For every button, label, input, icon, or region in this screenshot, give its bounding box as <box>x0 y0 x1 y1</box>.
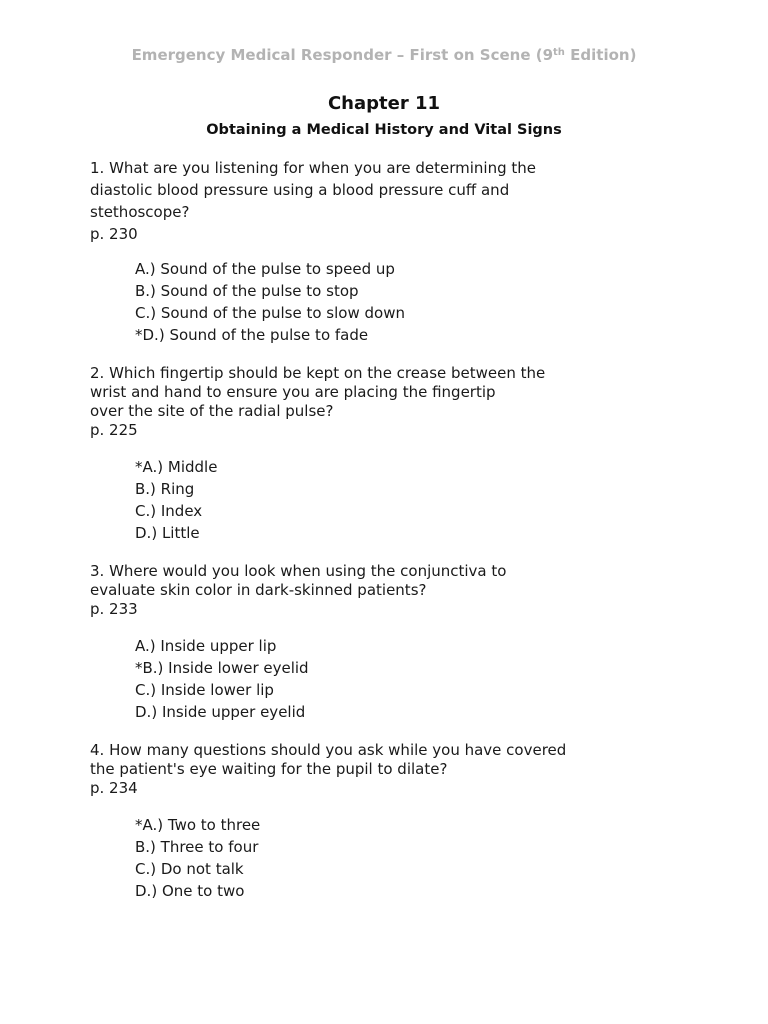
page-reference: p. 225 <box>90 421 138 439</box>
answer-option: A.) Inside upper lip <box>135 637 277 655</box>
question-3 <box>90 562 580 723</box>
answer-option: D.) Inside upper eyelid <box>135 703 306 721</box>
answer-option: B.) Ring <box>135 480 195 498</box>
answer-option-correct: *A.) Middle <box>135 458 218 476</box>
answer-option: A.) Sound of the pulse to speed up <box>135 260 395 278</box>
answer-options <box>135 456 580 544</box>
question-4 <box>90 741 580 902</box>
question-2 <box>90 364 580 544</box>
answer-option-correct: *D.) Sound of the pulse to fade <box>135 326 369 344</box>
answer-options <box>135 814 580 902</box>
chapter-subtitle: Obtaining a Medical History and Vital Signs <box>206 122 562 138</box>
answer-option-correct: *A.) Two to three <box>135 816 261 834</box>
question-text-line: evaluate skin color in dark-skinned patients? <box>90 581 427 599</box>
running-head-main: Emergency Medical Responder – First on Scene (9 <box>131 46 554 64</box>
page-reference: p. 233 <box>90 600 138 618</box>
answer-options <box>135 635 580 723</box>
answer-option: B.) Sound of the pulse to stop <box>135 282 359 300</box>
question-1 <box>90 157 580 346</box>
answer-options <box>135 258 580 346</box>
running-head <box>0 46 768 64</box>
running-head-superscript: th <box>553 47 565 58</box>
question-text-line: stethoscope? <box>90 203 190 221</box>
answer-option: C.) Index <box>135 502 203 520</box>
answer-option: C.) Do not talk <box>135 860 244 878</box>
chapter-title: Chapter 11 <box>327 93 441 114</box>
page-reference: p. 230 <box>90 225 138 243</box>
question-text-line: 2. Which fingertip should be kept on the crease between the <box>90 364 546 382</box>
running-head-end: Edition) <box>564 46 637 64</box>
answer-option: C.) Sound of the pulse to slow down <box>135 304 405 322</box>
answer-option: B.) Three to four <box>135 838 259 856</box>
question-text-line: the patient's eye waiting for the pupil to dilate? <box>90 760 448 778</box>
question-text-line: 1. What are you listening for when you are determining the <box>90 159 537 177</box>
answer-option-correct: *B.) Inside lower eyelid <box>135 659 309 677</box>
question-text-line: over the site of the radial pulse? <box>90 402 334 420</box>
question-text-line: 4. How many questions should you ask while you have covered <box>90 741 567 759</box>
question-text-line: 3. Where would you look when using the conjunctiva to <box>90 562 507 580</box>
answer-option: C.) Inside lower lip <box>135 681 274 699</box>
question-text-line: diastolic blood pressure using a blood pressure cuff and <box>90 181 510 199</box>
answer-option: D.) One to two <box>135 882 245 900</box>
page-reference: p. 234 <box>90 779 138 797</box>
question-text-line: wrist and hand to ensure you are placing the fingertip <box>90 383 496 401</box>
answer-option: D.) Little <box>135 524 200 542</box>
